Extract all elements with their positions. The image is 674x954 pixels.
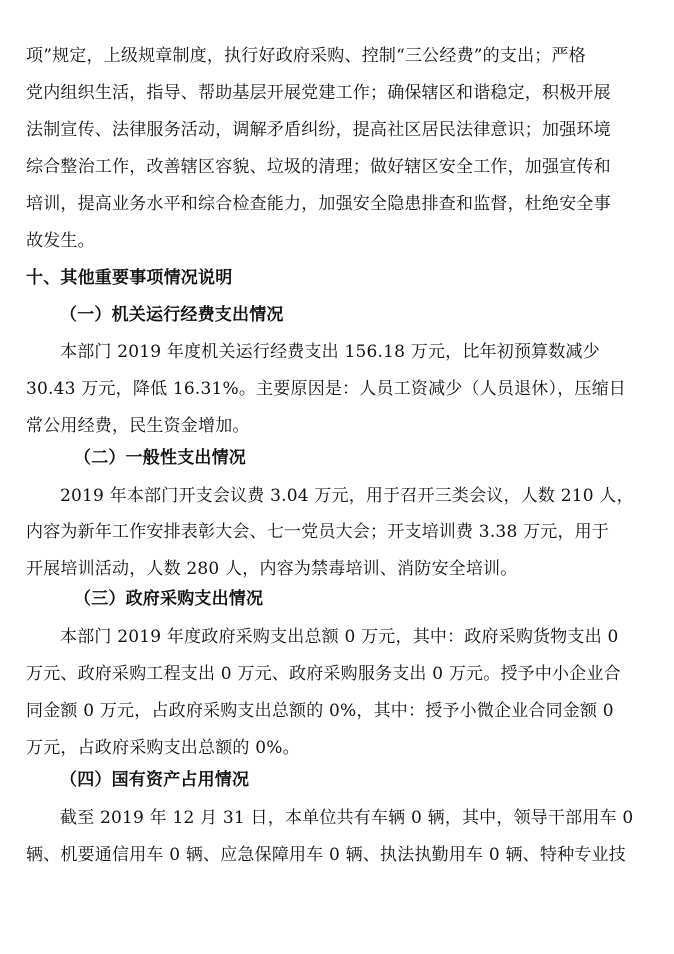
text-line: 开展培训活动，人数 280 人，内容为禁毒培训、消防安全培训。 [26,559,518,579]
text-line: 截至 2019 年 12 月 31 日，本单位共有车辆 0 辆，其中，领导干部用车 0 [60,808,634,828]
text-line: 本部门 2019 年度机关运行经费支出 156.18 万元，比年初预算数减少 [60,342,600,362]
text-line: 万元、政府采购工程支出 0 万元、政府采购服务支出 0 万元。授予中小企业合 [26,664,621,684]
subsection-heading: （三）政府采购支出情况 [74,589,264,609]
subsection-heading: （二）一般性支出情况 [74,448,246,468]
text-line: 30.43 万元，降低 16.31%。主要原因是：人员工资减少（人员退休），压缩日 [26,379,626,399]
text-line: 培训，提高业务水平和综合检查能力，加强安全隐患排查和监督，杜绝安全事 [26,194,611,214]
text-line: 内容为新年工作安排表彰大会、七一党员大会；开支培训费 3.38 万元，用于 [26,522,610,542]
subsection-heading: （一）机关运行经费支出情况 [60,305,284,325]
text-line: 辆、机要通信用车 0 辆、应急保障用车 0 辆、执法执勤用车 0 辆、特种专业技 [26,845,626,865]
text-line: 故发生。 [26,231,95,251]
text-line: 同金额 0 万元，占政府采购支出总额的 0%，其中：授予小微企业合同金额 0 [26,701,614,721]
text-line: 本部门 2019 年度政府采购支出总额 0 万元，其中：政府采购货物支出 0 [60,627,619,647]
text-line: 常公用经费，民生资金增加。 [26,416,250,436]
text-line: 项”规定，上级规章制度，执行好政府采购、控制“三公经费”的支出；严格 [26,46,586,66]
text-line: 综合整治工作，改善辖区容貌、垃圾的清理；做好辖区安全工作，加强宣传和 [26,157,611,177]
section-heading: 十、其他重要事项情况说明 [26,268,233,288]
text-line: 万元，占政府采购支出总额的 0%。 [26,738,300,758]
text-line: 法制宣传、法律服务活动，调解矛盾纠纷，提高社区居民法律意识；加强环境 [26,120,611,140]
subsection-heading: （四）国有资产占用情况 [60,770,250,790]
text-line: 2019 年本部门开支会议费 3.04 万元，用于召开三类会议，人数 210 人， [60,486,634,506]
text-line: 党内组织生活，指导、帮助基层开展党建工作；确保辖区和谐稳定，积极开展 [26,83,611,103]
